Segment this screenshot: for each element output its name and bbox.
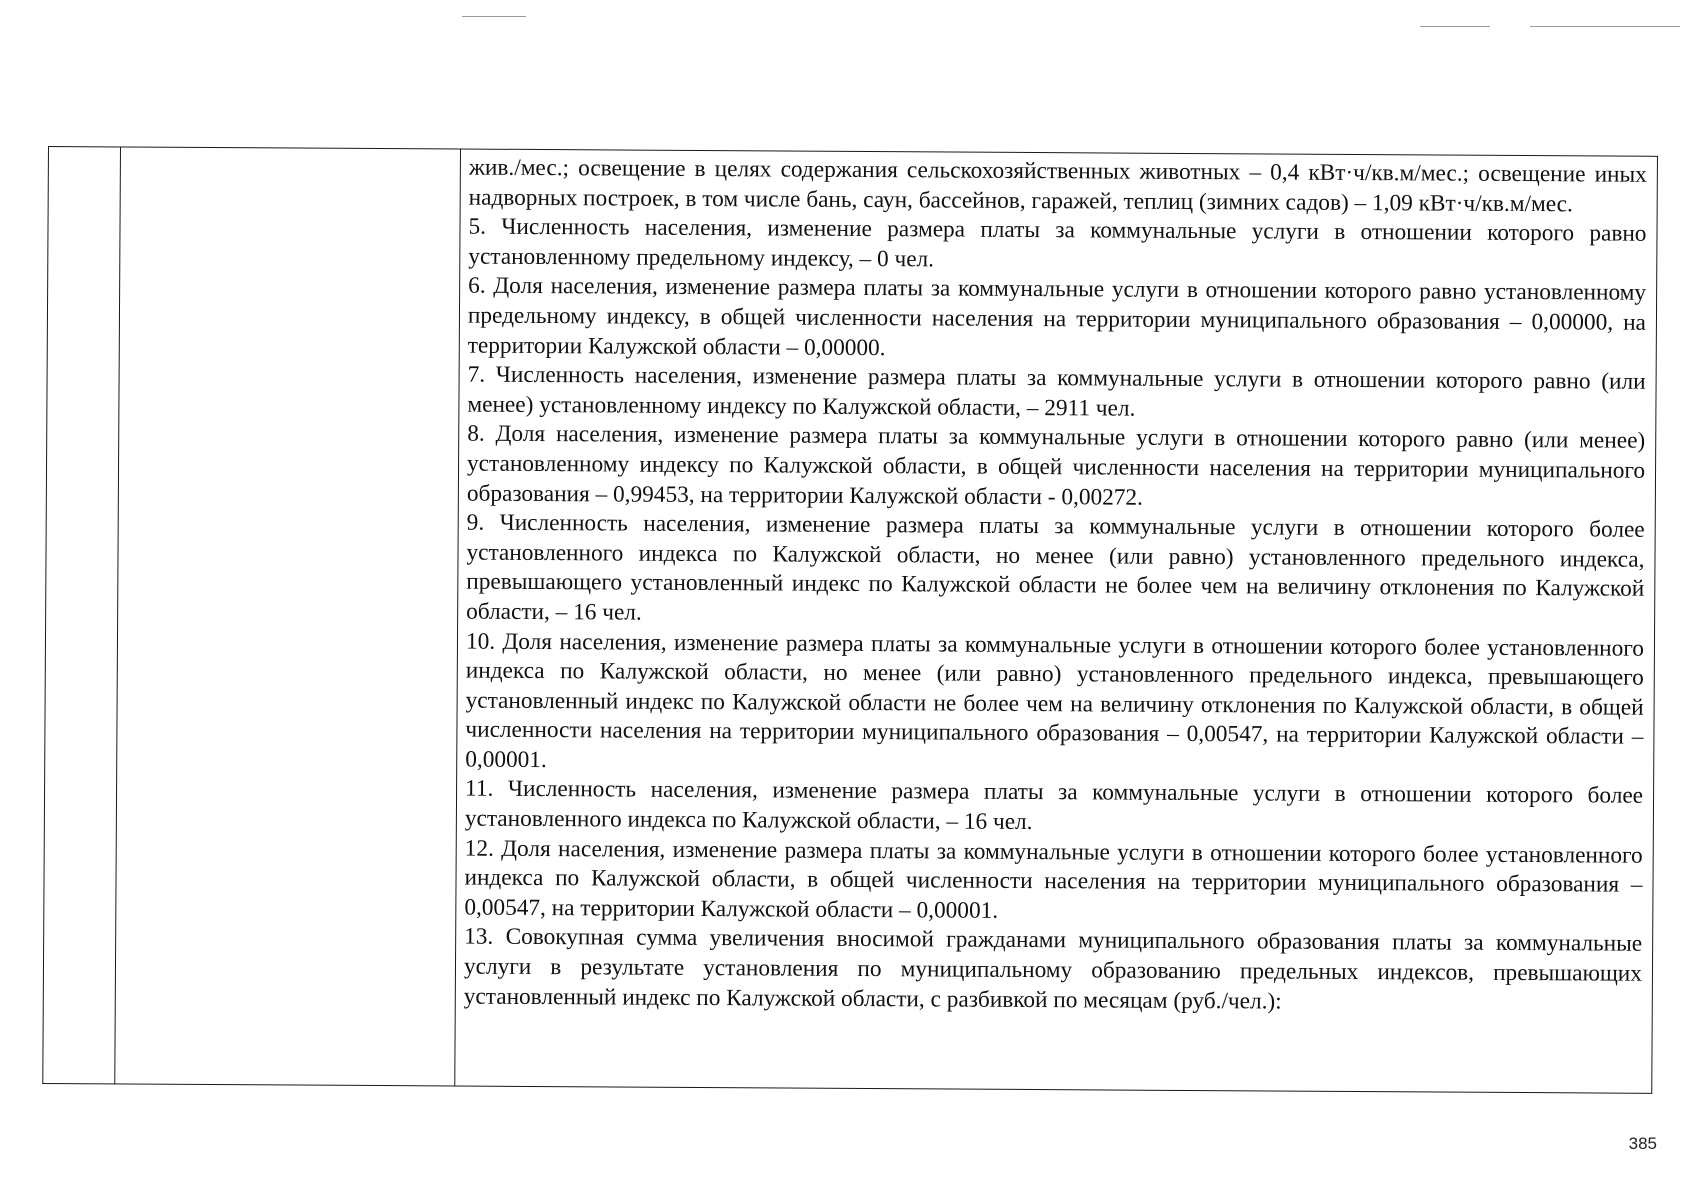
table-cell-text (464, 154, 1647, 1019)
paragraph-continuation: жив./мес.; освещение в целях содержания сельскохозяйственных животных – 0,4 кВт·ч/кв.м/мес.; освещение иных надворных построек, в том числе бань, саун, бассейнов, гаражей, теплиц (зимних садов) – 1,09 кВт·ч/кв.м/мес. (468, 154, 1647, 217)
document-table (42, 146, 1658, 1094)
paragraph-item-11: 11. Численность населения, изменение размера платы за коммунальные услуги в отношении которого более установленного индекса по Калужской области, – 16 чел. (464, 776, 1644, 836)
scan-artifact-line (1530, 26, 1680, 27)
table-column-number (42, 146, 121, 1084)
paragraph-item-6: 6. Доля населения, изменение размера платы за коммунальные услуги в отношении которого равно установленному предельному индексу, в общей численности населения на территории муниципального образования – 0,00000, на территории Калужской области – 0,00000. (467, 272, 1647, 361)
paragraph-item-10: 10. Доля населения, изменение размера платы за коммунальные услуги в отношении которого более установленного индекса по Калужской области, но менее (или равно) установленного предельного индекса, превышающего установленный индекс по Калужской области не более чем на величину отклонения по Калужской области, в общей численности населения на территории муниципального образования – 0,00547, на территории Калужской области – 0,00001. (465, 628, 1645, 773)
paragraph-item-12: 12. Доля населения, изменение размера платы за коммунальные услуги в отношении которого более установленного индекса по Калужской области, в общей численности населения на территории муниципального образования – 0,00547, на территории Калужской области – 0,00001. (464, 835, 1643, 924)
paragraph-item-9: 9. Численность населения, изменение размера платы за коммунальные услуги в отношении которого более установленного индекса по Калужской области, но менее (или равно) установленного предельного индекса, превышающего установленный индекс по Калужской области не более чем на величину отклонения по Калужской области, – 16 чел. (466, 509, 1645, 626)
page-number: 385 (1628, 1134, 1657, 1153)
paragraph-item-8: 8. Доля населения, изменение размера платы за коммунальные услуги в отношении которого равно (или менее) установленному индексу по Калужской области, в общей численности населения на территории муниципального образования – 0,99453, на территории Калужской области - 0,00272. (466, 420, 1646, 511)
paragraph-item-7: 7. Численность населения, изменение размера платы за коммунальные услуги в отношении которого равно (или менее) установленному индексу по Калужской области, – 2911 чел. (467, 361, 1646, 422)
table-column-name (114, 146, 461, 1086)
scan-artifact-line (1420, 26, 1490, 27)
paragraph-item-5: 5. Численность населения, изменение размера платы за коммунальные услуги в отношении которого равно установленному предельному индексу, – 0 чел. (468, 213, 1647, 273)
paragraph-item-13: 13. Совокупная сумма увеличения вносимой гражданами муниципального образования платы за коммунальные услуги в результате установления по муниципальному образованию предельных индексов, превышающих установленный индекс по Калужской области, с разбивкой по месяцам (руб./чел.): (463, 923, 1643, 1015)
table-column-content (454, 149, 1658, 1094)
scan-artifact-line (462, 16, 526, 17)
